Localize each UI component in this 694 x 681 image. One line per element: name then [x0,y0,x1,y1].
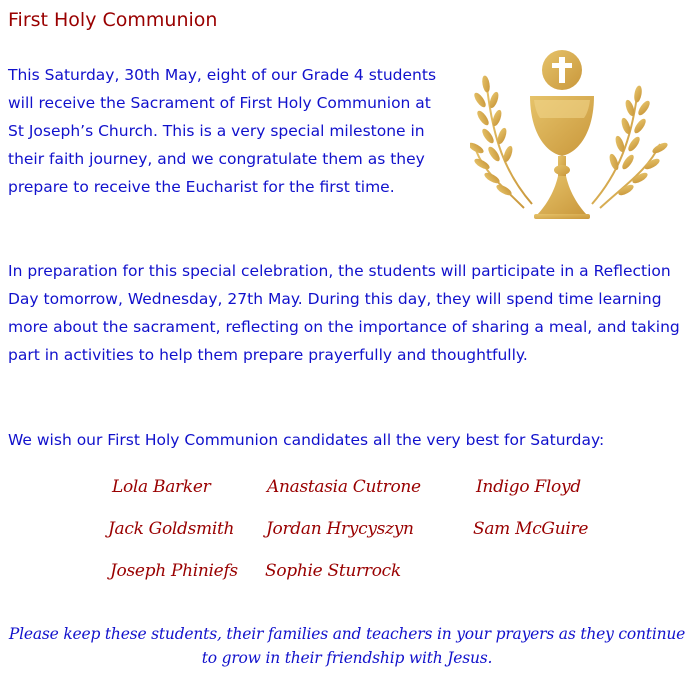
candidate-name: Jack Goldsmith [108,519,235,539]
closing-prayer: Please keep these students, their families and teachers in your prayers as they continue to grow in their friendship with Jesus. [8,625,686,667]
candidate-name: Jordan Hrycyszyn [266,519,414,539]
wish-paragraph: We wish our First Holy Communion candidates all the very best for Saturday: [8,431,605,449]
chalice-icon [470,48,670,228]
candidate-list [0,472,694,602]
preparation-paragraph: In preparation for this special celebration, the students will participate in a Reflection Day tomorrow, Wednesday, 27th May. During this day, they will spend time learning more about the sacrament, reflecting on the importance of sharing a meal, and taking part in activities to help them prepare prayerfully and thoughtfully. [8,262,680,364]
candidate-name: Indigo Floyd [476,477,581,497]
candidate-name: Lola Barker [112,477,211,497]
intro-paragraph: This Saturday, 30th May, eight of our Grade 4 students will receive the Sacrament of First Holy Communion at St Joseph’s Church. This is a very special milestone in their faith journey, and we congratulate them as they prepare to receive the Eucharist for the first time. [8,66,437,196]
candidate-name: Sophie Sturrock [265,561,401,581]
page-title: First Holy Communion [8,9,218,31]
candidate-name: Sam McGuire [473,519,589,539]
candidate-name: Joseph Phiniefs [110,561,238,581]
candidate-name: Anastasia Cutrone [267,477,421,497]
